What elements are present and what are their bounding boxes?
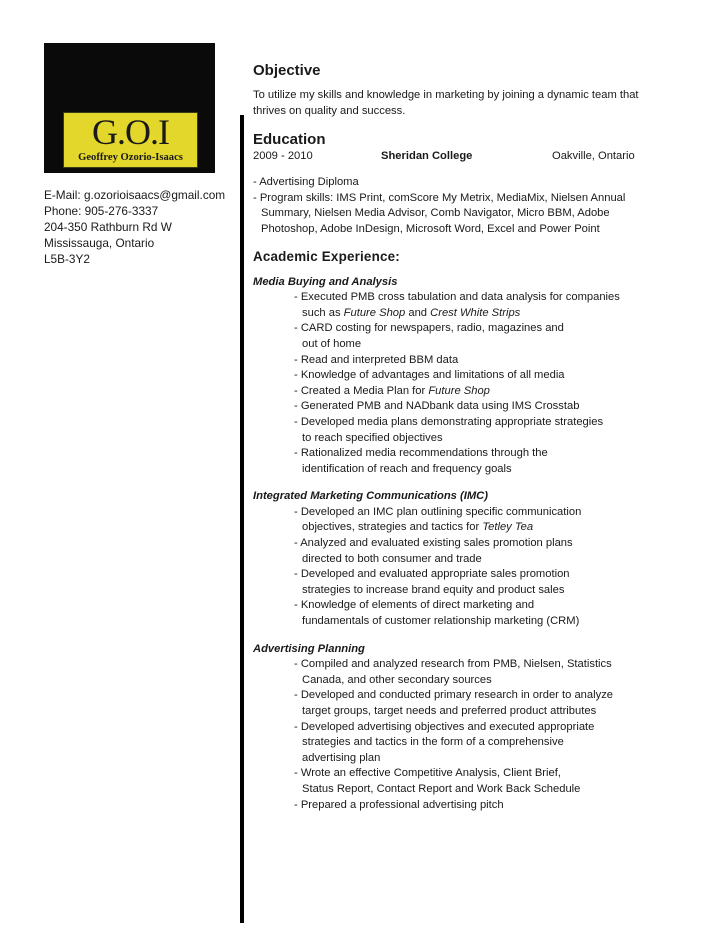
bullet-line: Status Report, Contact Report and Work Back Schedule	[302, 782, 581, 795]
contact-postal: L5B-3Y2	[44, 252, 90, 266]
education-line: - Advertising Diploma	[253, 176, 359, 189]
contact-phone: Phone: 905-276-3337	[44, 204, 159, 218]
objective-line: To utilize my skills and knowledge in marketing by joining a dynamic team that	[253, 89, 639, 101]
education-title: Education	[253, 131, 326, 149]
bullet-line: - Knowledge of advantages and limitations of all media	[294, 369, 565, 382]
bullet-line: - Wrote an effective Competitive Analysis, Client Brief,	[294, 767, 561, 780]
bullet-line: advertising plan	[302, 751, 381, 764]
logo-badge	[63, 112, 198, 168]
education-line: Photoshop, Adobe InDesign, Microsoft Word, Excel and Power Point	[261, 222, 600, 235]
education-line: Summary, Nielsen Media Advisor, Comb Navigator, Micro BBM, Adobe	[261, 207, 610, 220]
bullet-line: - Developed an IMC plan outlining specific communication	[294, 505, 582, 518]
objective-title: Objective	[253, 62, 321, 79]
bullet-line: out of home	[302, 337, 362, 350]
bullet-line: fundamentals of customer relationship marketing (CRM)	[302, 615, 580, 628]
bullet-line: objectives, strategies and tactics for Tetley Tea	[302, 521, 534, 534]
bullet-line: Canada, and other secondary sources	[302, 673, 492, 686]
bullet-line: target groups, target needs and preferred product attributes	[302, 705, 597, 717]
logo-block	[44, 43, 215, 173]
contact-city: Mississauga, Ontario	[44, 236, 155, 250]
bullet-line: - Compiled and analyzed research from PMB, Nielsen, Statistics	[294, 658, 612, 671]
education-school: Sheridan College	[381, 150, 473, 163]
bullet-line: - Developed and conducted primary research in order to analyze	[294, 689, 614, 702]
academic-title: Academic Experience:	[253, 248, 400, 264]
contact-info	[44, 187, 225, 267]
vertical-divider	[240, 115, 244, 923]
bullet-line: - Developed and evaluated appropriate sales promotion	[294, 568, 570, 581]
bullet-line: directed to both consumer and trade	[302, 552, 482, 565]
education-row	[253, 149, 673, 165]
bullet-line: - Developed media plans demonstrating appropriate strategies	[294, 415, 604, 428]
bullet-line: strategies and tactics in the form of a comprehensive	[302, 736, 564, 749]
bullet-line: such as Future Shop and Crest White Strips	[302, 306, 521, 319]
contact-street: 204-350 Rathburn Rd W	[44, 220, 172, 234]
bullet-line: - Analyzed and evaluated existing sales promotion plans	[294, 537, 573, 550]
logo-mark: G.O.I	[92, 112, 169, 152]
bullet-line: - Read and interpreted BBM data	[294, 353, 459, 366]
bullet-line: - Executed PMB cross tabulation and data analysis for companies	[294, 291, 620, 304]
education-location: Oakville, Ontario	[552, 150, 635, 163]
bullet-line: - Rationalized media recommendations through the	[294, 447, 548, 460]
job-title: Integrated Marketing Communications (IMC)	[253, 490, 488, 503]
objective-line: thrives on quality and success.	[253, 104, 406, 117]
bullet-line: - Prepared a professional advertising pitch	[294, 798, 504, 811]
bullet-line: - Developed advertising objectives and executed appropriate	[294, 720, 595, 733]
bullet-line: identification of reach and frequency goals	[302, 462, 512, 475]
bullet-line: - Generated PMB and NADbank data using IMS Crosstab	[294, 400, 580, 413]
academic-sections	[253, 275, 673, 814]
bullet-line: - Created a Media Plan for Future Shop	[294, 384, 490, 397]
job-title: Media Buying and Analysis	[253, 275, 398, 288]
bullet-line: - Knowledge of elements of direct marketing and	[294, 599, 535, 612]
job-title: Advertising Planning	[253, 642, 365, 655]
resume-main	[253, 62, 673, 813]
bullet-line: - CARD costing for newspapers, radio, magazines and	[294, 322, 564, 335]
logo-name: Geoffrey Ozorio-Isaacs	[78, 152, 183, 163]
contact-email: E-Mail: g.ozorioisaacs@gmail.com	[44, 188, 226, 202]
bullet-line: to reach specified objectives	[302, 431, 443, 444]
education-line: - Program skills: IMS Print, comScore My Metrix, MediaMix, Nielsen Annual	[253, 191, 626, 204]
bullet-line: strategies to increase brand equity and product sales	[302, 583, 565, 596]
education-years: 2009 - 2010	[253, 150, 313, 163]
